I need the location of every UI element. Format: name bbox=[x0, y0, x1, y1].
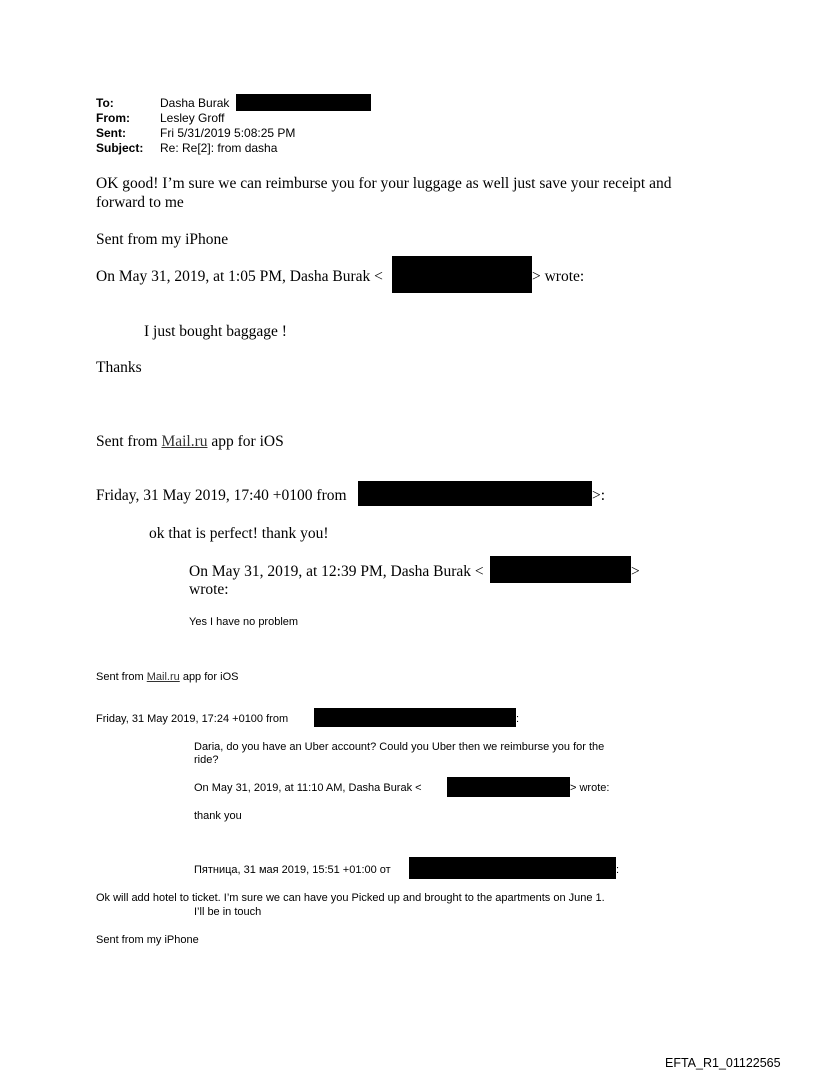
mailru-link[interactable]: Mail.ru bbox=[161, 433, 208, 450]
signature bbox=[96, 432, 284, 451]
signature-text: app for iOS bbox=[179, 671, 239, 683]
sent-value: Fri 5/31/2019 5:08:25 PM bbox=[160, 126, 296, 140]
quote-header-suffix: : bbox=[616, 864, 620, 876]
quote-header-text: wrote: bbox=[189, 581, 229, 598]
message-text: OK good! I’m sure we can reimburse you for your luggage as well just save your receipt and bbox=[96, 175, 672, 192]
message-text: forward to me bbox=[96, 194, 184, 211]
message-text: I just bought baggage ! bbox=[144, 323, 287, 340]
from-value: Lesley Groff bbox=[160, 111, 225, 125]
quote-header-text: On May 31, 2019, at 12:39 PM, Dasha Burak < bbox=[189, 563, 484, 580]
message-text: thank you bbox=[194, 810, 242, 822]
sent-label: Sent: bbox=[96, 126, 126, 140]
to-value: Dasha Burak bbox=[160, 96, 230, 110]
message-text: Daria, do you have an Uber account? Could you Uber then we reimburse you for the bbox=[194, 741, 605, 753]
redaction-box bbox=[392, 256, 532, 293]
mailru-link[interactable]: Mail.ru bbox=[146, 671, 180, 683]
quote-header bbox=[96, 267, 383, 286]
signature-text: Sent from bbox=[96, 433, 162, 450]
quote-header-suffix: > wrote: bbox=[570, 782, 610, 794]
signature-text: Sent from bbox=[96, 671, 147, 683]
signature: Sent from my iPhone bbox=[96, 934, 199, 946]
quote-header-suffix: > wrote: bbox=[532, 268, 585, 285]
quote-header-suffix: > bbox=[631, 563, 640, 580]
message-text: Ok will add hotel to ticket. I’m sure we can have you Picked up and brought to the apartments on June 1. bbox=[96, 892, 605, 904]
bates-number: EFTA_R1_01122565 bbox=[665, 1056, 781, 1070]
quote-header-text: Friday, 31 May 2019, 17:40 +0100 from bbox=[96, 487, 347, 504]
message-text: I’ll be in touch bbox=[194, 906, 262, 918]
quote-header-text: Friday, 31 May 2019, 17:24 +0100 from bbox=[96, 713, 289, 725]
signature-text: app for iOS bbox=[207, 433, 284, 450]
subject-value: Re: Re[2]: from dasha bbox=[160, 141, 278, 155]
quote-header-text: Пятница, 31 мая 2019, 15:51 +01:00 от bbox=[194, 864, 391, 876]
redaction-box bbox=[236, 94, 371, 111]
quote-header-text: On May 31, 2019, at 1:05 PM, Dasha Burak < bbox=[96, 268, 383, 285]
quote-header-text: On May 31, 2019, at 11:10 AM, Dasha Burak < bbox=[194, 782, 422, 794]
subject-label: Subject: bbox=[96, 141, 144, 155]
redaction-box bbox=[490, 556, 631, 583]
to-label: To: bbox=[96, 96, 114, 110]
redaction-box bbox=[358, 481, 592, 506]
message-text: Thanks bbox=[96, 359, 142, 376]
redaction-box bbox=[409, 857, 616, 879]
message-text: ok that is perfect! thank you! bbox=[149, 525, 329, 542]
signature bbox=[96, 670, 238, 684]
redaction-box bbox=[314, 708, 516, 727]
redaction-box bbox=[447, 777, 570, 797]
message-text: ride? bbox=[194, 754, 219, 766]
signature: Sent from my iPhone bbox=[96, 231, 229, 248]
quote-header-suffix: : bbox=[516, 713, 520, 725]
message-text: Yes I have no problem bbox=[189, 616, 299, 628]
quote-header-suffix: >: bbox=[592, 487, 606, 504]
from-label: From: bbox=[96, 111, 130, 125]
